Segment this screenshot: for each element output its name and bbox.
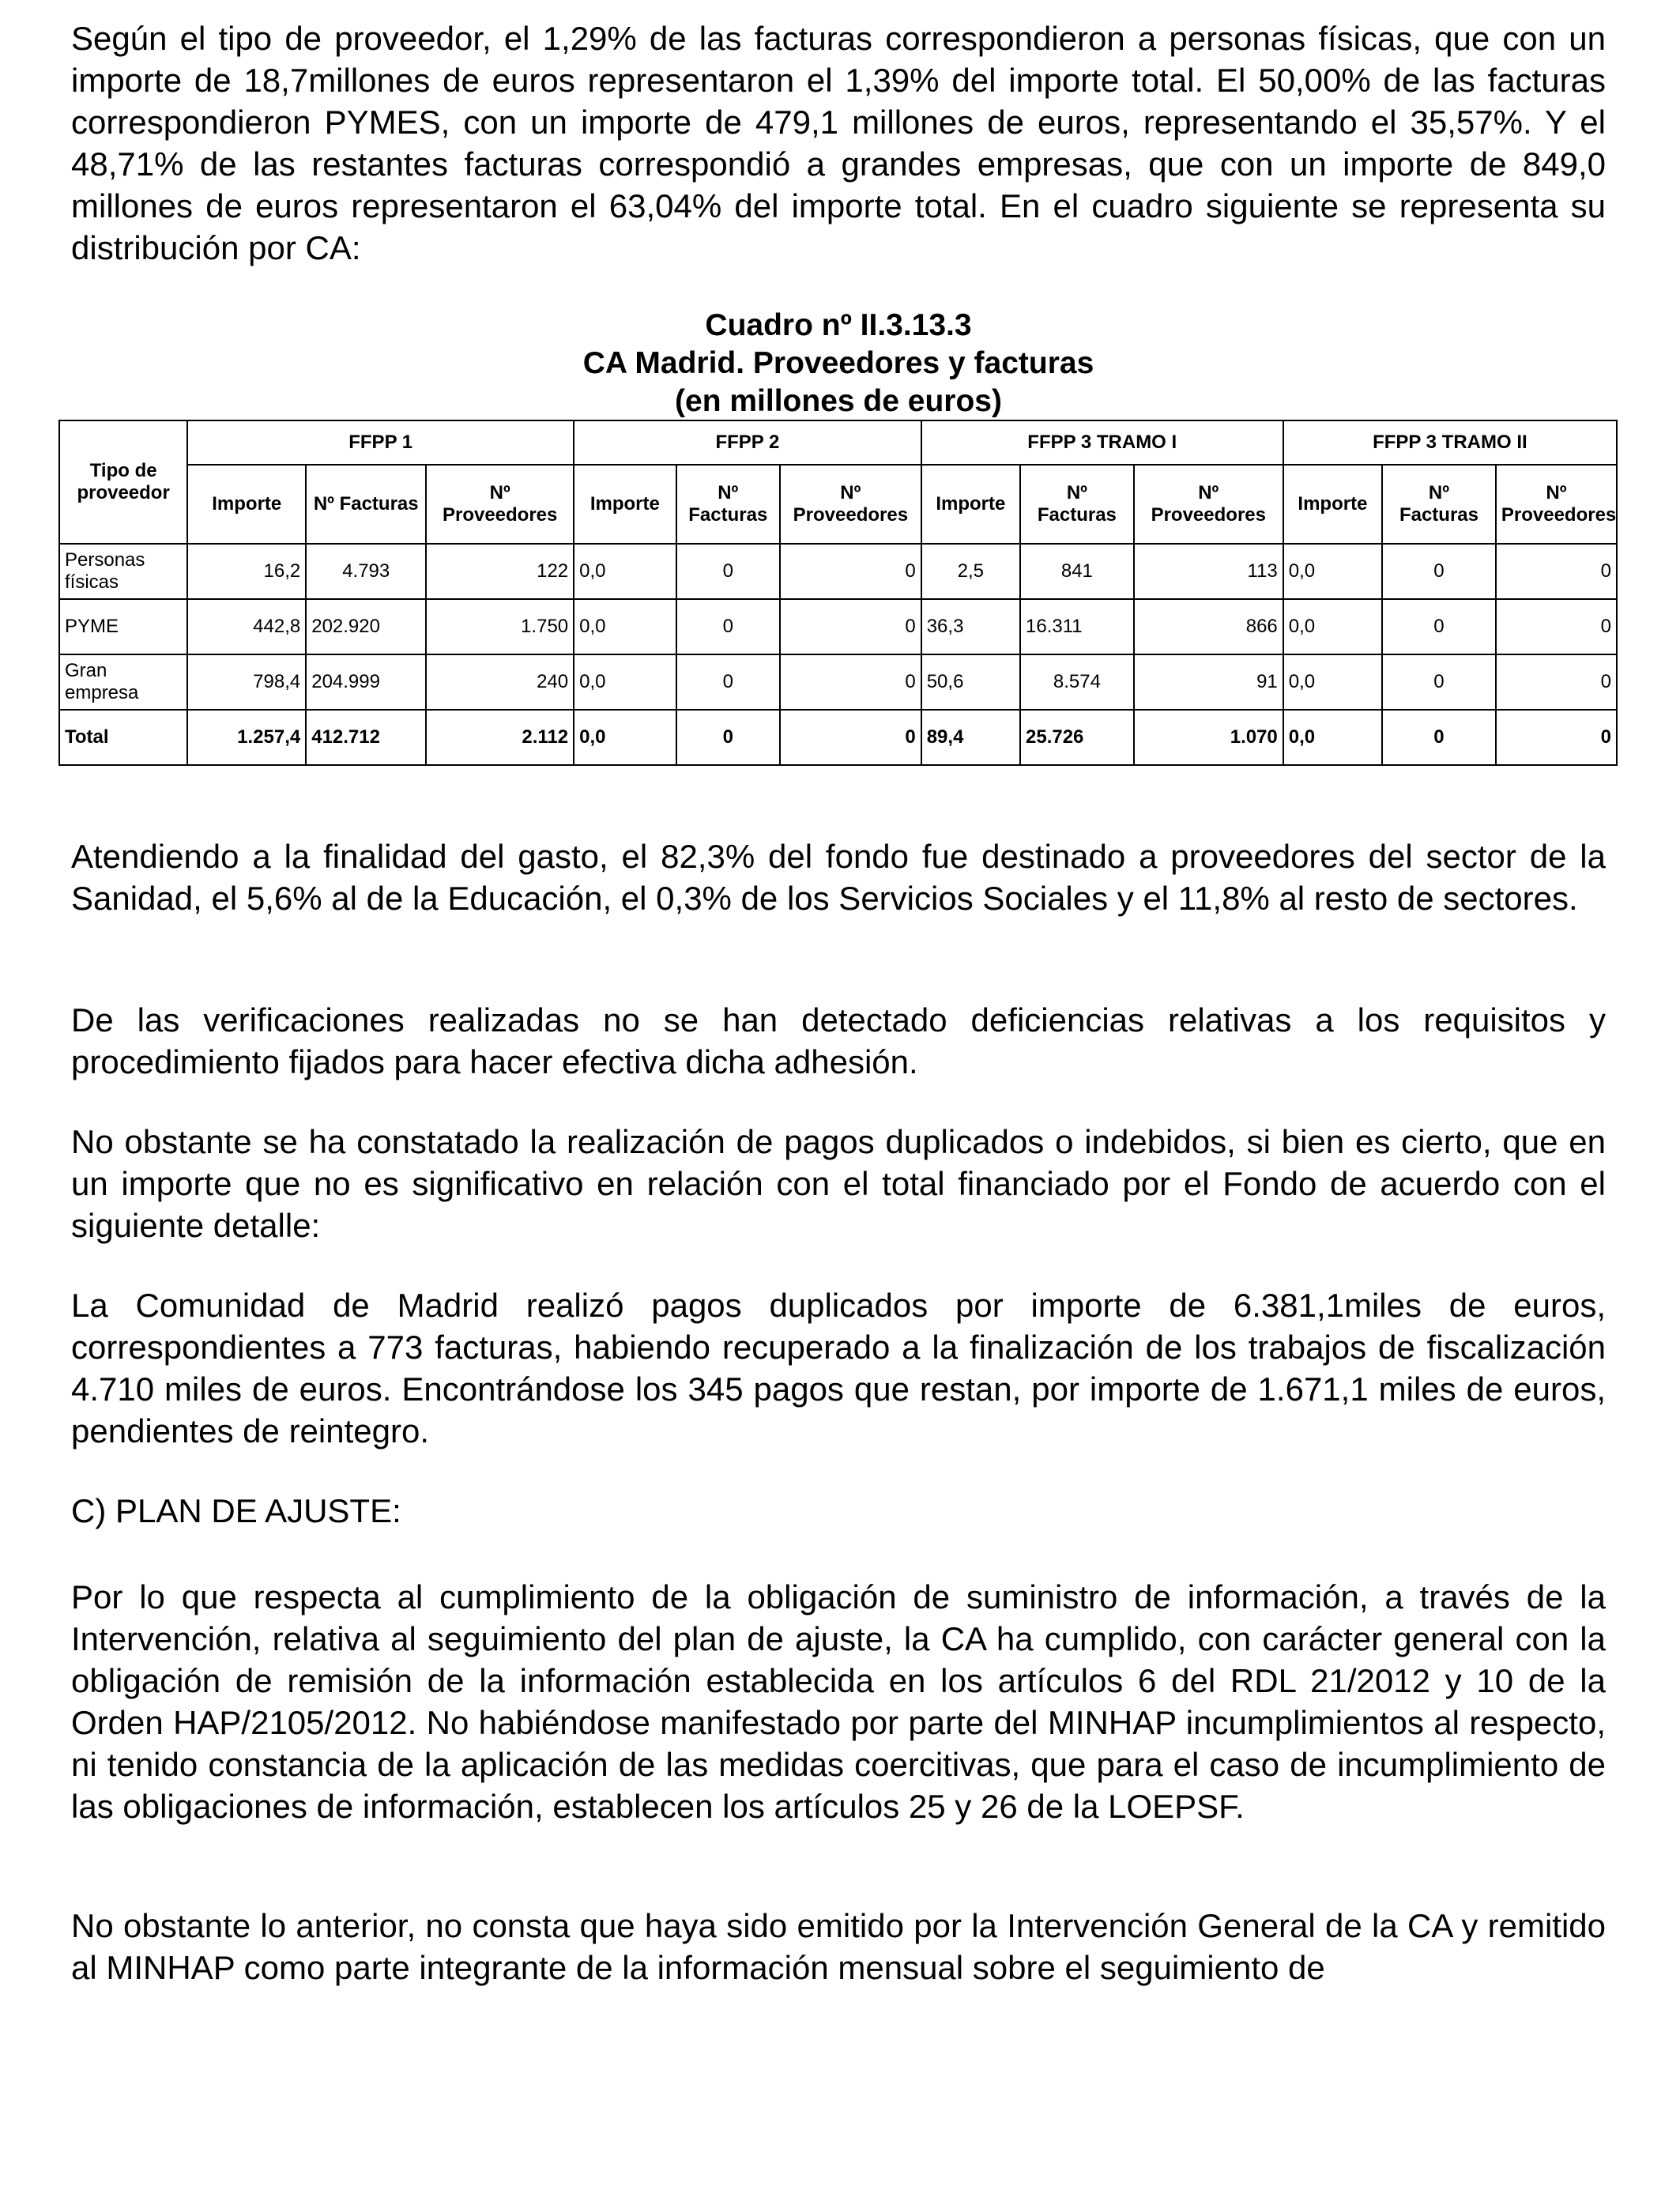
paragraph-verificaciones: De las verificaciones realizadas no se han detectado deficiencias relativas a los requisitos y procedimiento fijados para hacer efectiva dicha adhesión. (71, 1001, 1606, 1080)
cell-value: 0,0 (1283, 599, 1382, 654)
paragraph-pagos-duplicados: No obstante se ha constatado la realización de pagos duplicados o indebidos, si bien es cierto, que en un importe que no es significativo en relación con el total financiado por el Fondo de acuerdo con el siguiente detalle: (71, 1123, 1606, 1244)
table-caption-number: Cuadro nº II.3.13.3 (705, 308, 972, 342)
cell-value: 0 (1382, 599, 1496, 654)
subheader-facturas: Nº Facturas (1382, 465, 1496, 544)
paragraph-pagos-block (71, 1121, 1606, 1246)
cell-value: 4.793 (306, 544, 426, 599)
cell-value: 0,0 (574, 710, 676, 765)
intro-section (71, 17, 1606, 269)
paragraph-no-obstante-block (71, 1905, 1606, 1989)
cell-value: 841 (1020, 544, 1134, 599)
paragraph-finalidad-block (71, 835, 1606, 919)
header-group-ffpp3-tramo1: FFPP 3 TRAMO I (921, 420, 1283, 465)
cell-value: 202.920 (306, 599, 426, 654)
subheader-importe: Importe (574, 465, 676, 544)
cell-value: 204.999 (306, 654, 426, 710)
table-caption (71, 307, 1606, 420)
cell-value: 0 (1382, 710, 1496, 765)
paragraph-comunidad-madrid: La Comunidad de Madrid realizó pagos duplicados por importe de 6.381,1miles de euros, correspondientes a 773 facturas, habiendo recuperado a la finalización de los trabajos de fiscalización 4.710 miles de euros. Encontrándose los 345 pagos que restan, por importe de 1.671,1 miles de euros, pendientes de reintegro. (71, 1287, 1606, 1449)
paragraph-cumplimiento-block (71, 1576, 1606, 1827)
cell-value: 8.574 (1020, 654, 1134, 710)
header-group-ffpp1: FFPP 1 (187, 420, 574, 465)
table-row (59, 654, 1617, 710)
paragraph-cumplimiento: Por lo que respecta al cumplimiento de la obligación de suministro de información, a través de la Intervención, relativa al seguimiento del plan de ajuste, la CA ha cumplido, con carácter general con la obligación de remisión de la información establecida en los artículos 6 del RDL 21/2012 y 10 de la Orden HAP/2105/2012. No habiéndose manifestado por parte del MINHAP incumplimientos al respecto, ni tenido constancia de la aplicación de las medidas coercitivas, que para el caso de incumplimiento de las obligaciones de información, establecen los artículos 25 y 26 de la LOEPSF. (71, 1578, 1606, 1825)
subheader-facturas: Nº Facturas (306, 465, 426, 544)
row-label: Total (59, 710, 187, 765)
table-caption-title: CA Madrid. Proveedores y facturas (582, 346, 1094, 380)
paragraph-proveedores: Según el tipo de proveedor, el 1,29% de las facturas correspondieron a personas físicas, que con un importe de 18,7millones de euros representaron el 1,39% del importe total. El 50,00% de las facturas correspondieron PYMES, con un importe de 479,1 millones de euros, representando el 35,57%. Y el 48,71% de las restantes facturas correspondió a grandes empresas, que con un importe de 849,0 millones de euros representaron el 63,04% del importe total. En el cuadro siguiente se representa su distribución por CA: (71, 20, 1606, 266)
cell-value: 798,4 (187, 654, 306, 710)
table-row (59, 599, 1617, 654)
cell-value: 0,0 (1283, 710, 1382, 765)
table-subheader-row (59, 465, 1617, 544)
table-row (59, 544, 1617, 599)
cell-value: 0 (780, 544, 921, 599)
cell-value: 1.257,4 (187, 710, 306, 765)
cell-value: 1.750 (426, 599, 574, 654)
cell-value: 0 (1382, 654, 1496, 710)
cell-value: 91 (1134, 654, 1283, 710)
cell-value: 122 (426, 544, 574, 599)
subheader-proveedores: Nº Proveedores (1496, 465, 1617, 544)
cell-value: 0 (1496, 544, 1617, 599)
subheader-proveedores: Nº Proveedores (426, 465, 574, 544)
paragraph-verificaciones-block (71, 999, 1606, 1083)
subheader-proveedores: Nº Proveedores (1134, 465, 1283, 544)
cell-value: 2.112 (426, 710, 574, 765)
subheader-importe: Importe (1283, 465, 1382, 544)
cell-value: 0 (676, 654, 780, 710)
cell-value: 0,0 (574, 599, 676, 654)
subheader-proveedores: Nº Proveedores (780, 465, 921, 544)
section-heading-block (71, 1490, 1606, 1532)
paragraph-finalidad: Atendiendo a la finalidad del gasto, el 82,3% del fondo fue destinado a proveedores del sector de la Sanidad, el 5,6% al de la Educación, el 0,3% de los Servicios Sociales y el 11,8% al resto de sectores. (71, 838, 1606, 917)
row-label: Personas físicas (59, 544, 187, 599)
table-group-header-row (59, 420, 1617, 465)
cell-value: 866 (1134, 599, 1283, 654)
cell-value: 0 (780, 710, 921, 765)
header-group-ffpp2: FFPP 2 (574, 420, 921, 465)
cell-value: 0,0 (1283, 654, 1382, 710)
cell-value: 50,6 (921, 654, 1020, 710)
cell-value: 240 (426, 654, 574, 710)
cell-value: 0,0 (574, 654, 676, 710)
table-row-total (59, 710, 1617, 765)
section-heading-plan-ajuste: C) PLAN DE AJUSTE: (71, 1492, 401, 1529)
cell-value: 0,0 (574, 544, 676, 599)
subheader-importe: Importe (921, 465, 1020, 544)
subheader-facturas: Nº Facturas (676, 465, 780, 544)
cell-value: 0 (1496, 599, 1617, 654)
row-label: PYME (59, 599, 187, 654)
cell-value: 2,5 (921, 544, 1020, 599)
header-tipo-proveedor: Tipo de proveedor (59, 420, 187, 544)
cell-value: 442,8 (187, 599, 306, 654)
cell-value: 0 (676, 710, 780, 765)
subheader-facturas: Nº Facturas (1020, 465, 1134, 544)
cell-value: 0 (1382, 544, 1496, 599)
proveedores-table (58, 420, 1618, 766)
cell-value: 89,4 (921, 710, 1020, 765)
row-label: Gran empresa (59, 654, 187, 710)
cell-value: 1.070 (1134, 710, 1283, 765)
paragraph-no-obstante: No obstante lo anterior, no consta que haya sido emitido por la Intervención General de la CA y remitido al MINHAP como parte integrante de la información mensual sobre el seguimiento de (71, 1907, 1606, 1986)
cell-value: 0 (1496, 710, 1617, 765)
subheader-importe: Importe (187, 465, 306, 544)
cell-value: 25.726 (1020, 710, 1134, 765)
cell-value: 113 (1134, 544, 1283, 599)
cell-value: 0,0 (1283, 544, 1382, 599)
cell-value: 0 (780, 654, 921, 710)
table-caption-units: (en millones de euros) (675, 384, 1002, 418)
cell-value: 16.311 (1020, 599, 1134, 654)
header-group-ffpp3-tramo2: FFPP 3 TRAMO II (1283, 420, 1617, 465)
cell-value: 36,3 (921, 599, 1020, 654)
cell-value: 412.712 (306, 710, 426, 765)
cell-value: 0 (780, 599, 921, 654)
cell-value: 16,2 (187, 544, 306, 599)
paragraph-comunidad-block (71, 1284, 1606, 1452)
cell-value: 0 (676, 544, 780, 599)
cell-value: 0 (1496, 654, 1617, 710)
cell-value: 0 (676, 599, 780, 654)
